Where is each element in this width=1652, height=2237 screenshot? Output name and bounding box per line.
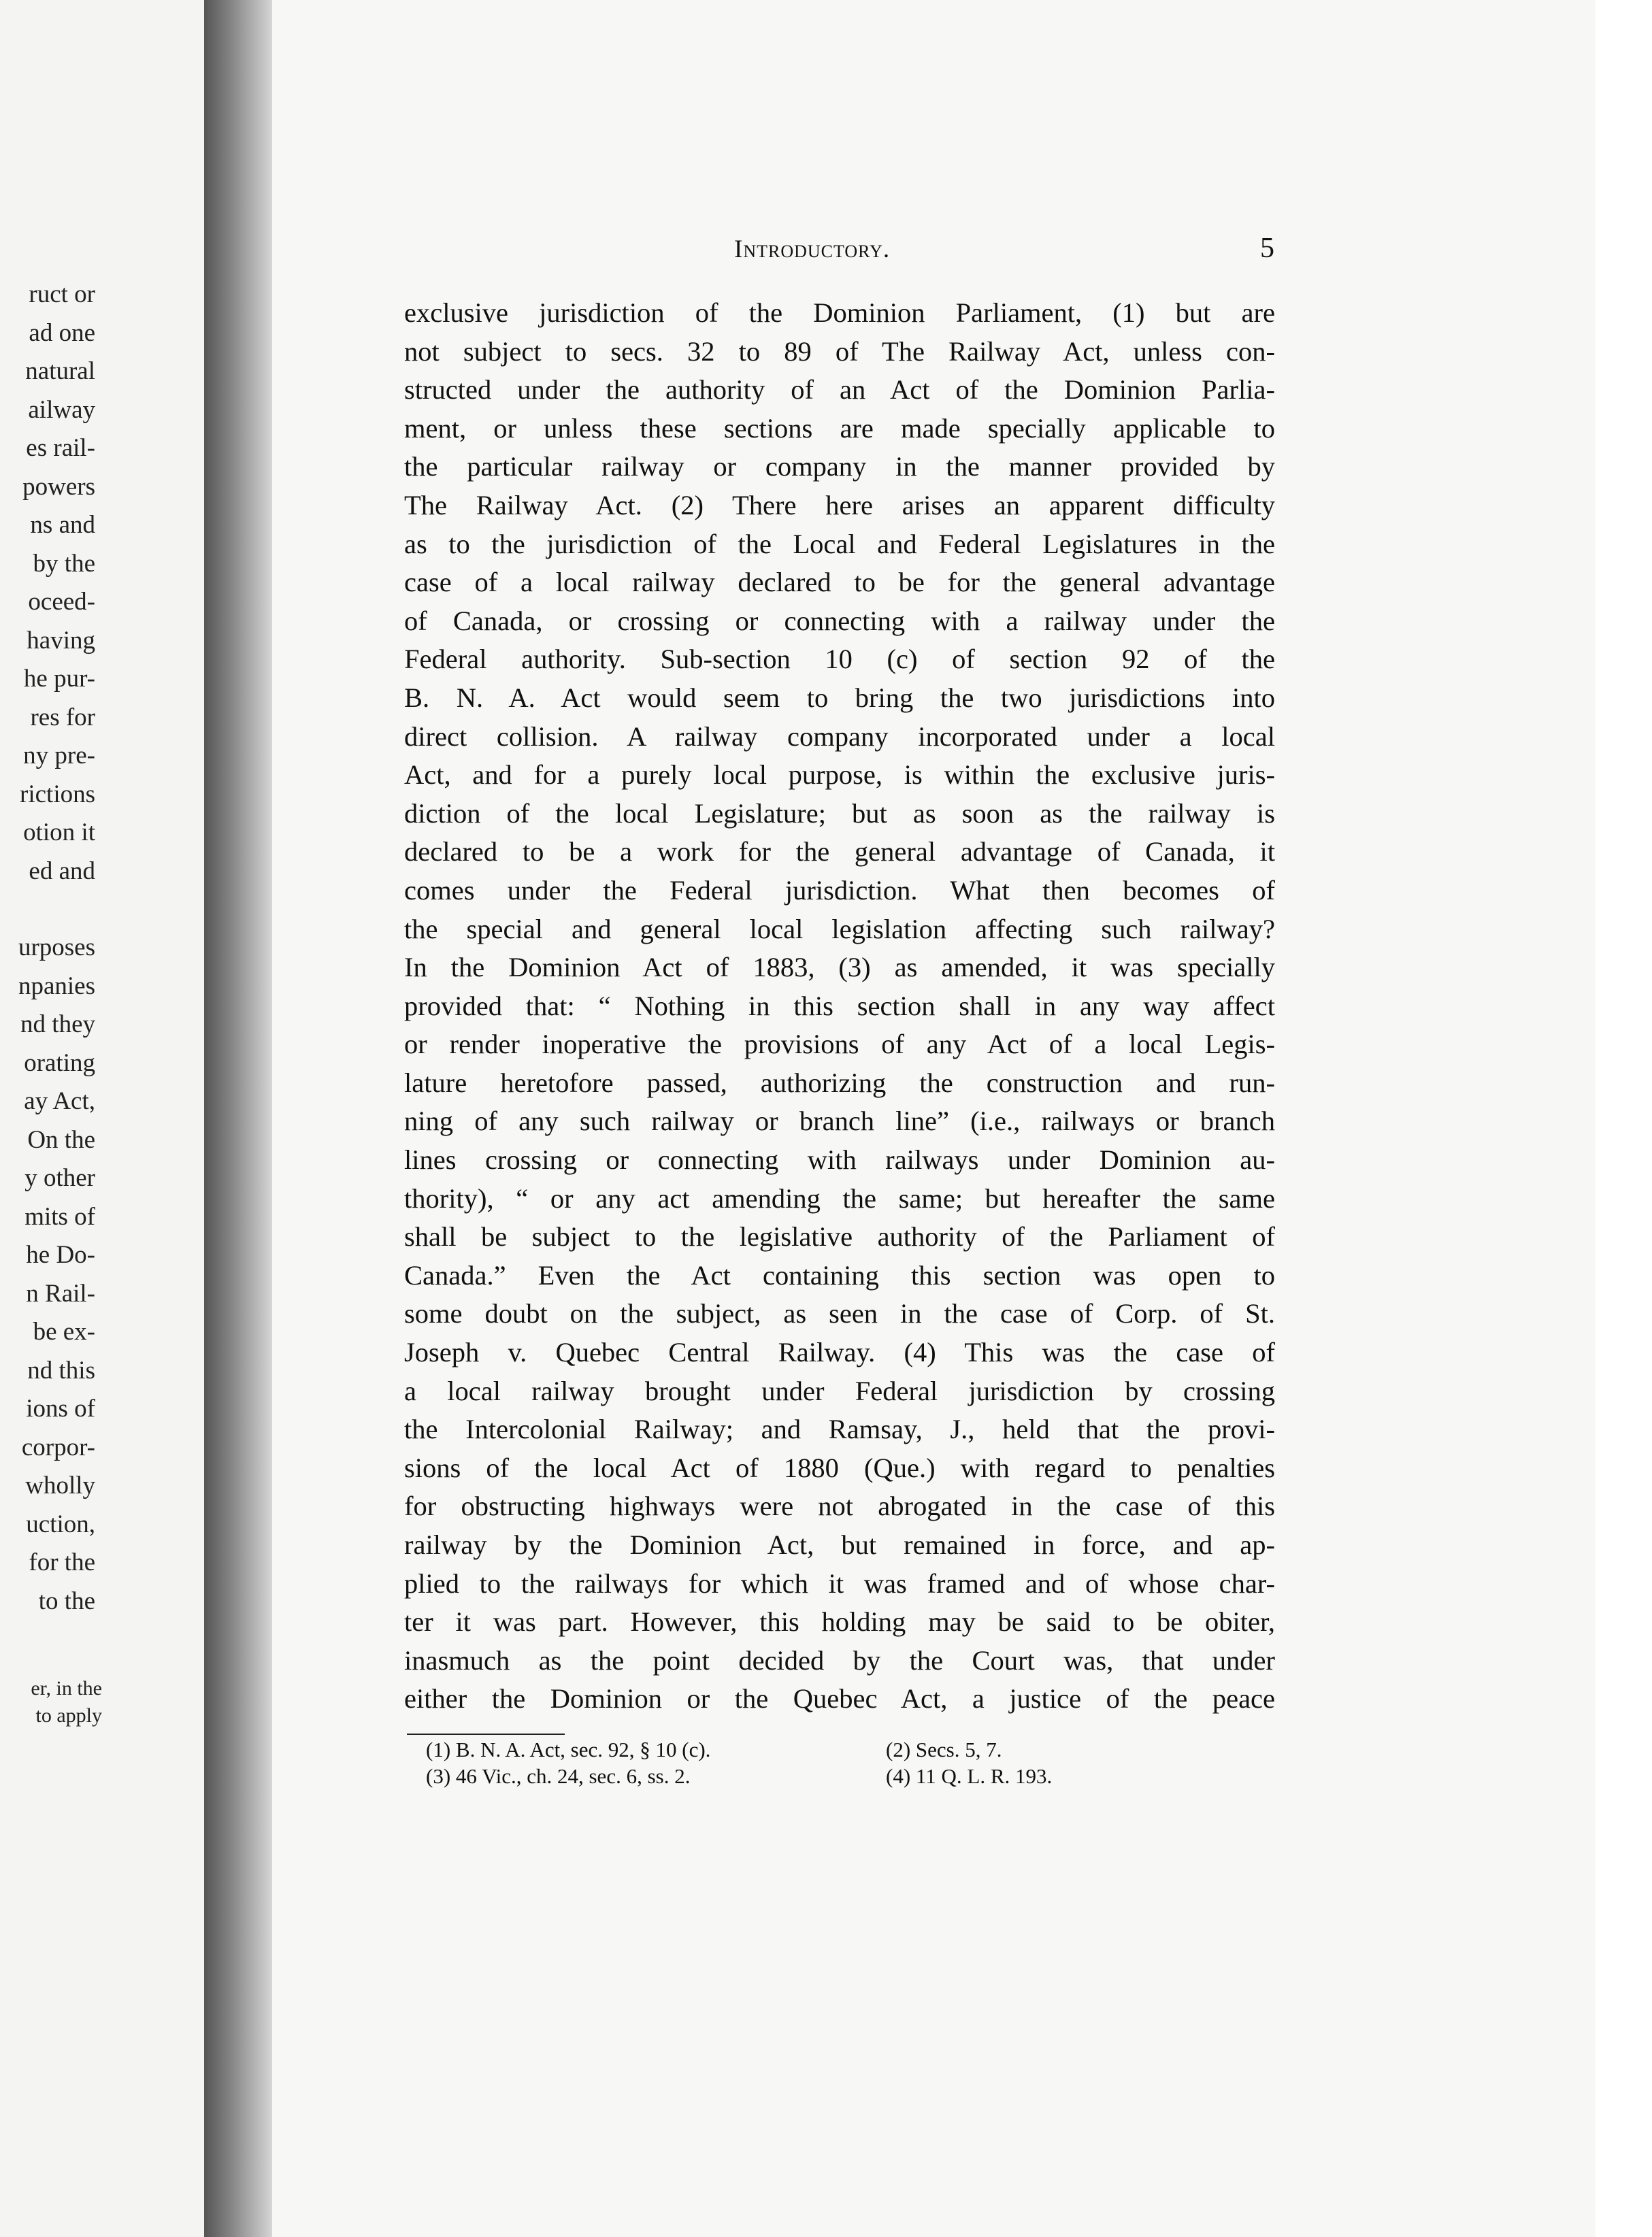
body-line: the Intercolonial Railway; and Ramsay, J., held that the provi-: [404, 1414, 1275, 1445]
body-line: comes under the Federal jurisdiction. What then becomes of: [404, 874, 1275, 906]
previous-page-line: for the: [29, 1548, 95, 1576]
previous-page-line: ruct or: [29, 280, 95, 308]
previous-page-line: On the: [27, 1125, 95, 1154]
body-line: the special and general local legislation affecting such railway?: [404, 913, 1275, 944]
previous-page-footnote-line: to apply: [35, 1704, 102, 1727]
footnote-3: (3) 46 Vic., ch. 24, sec. 6, ss. 2.: [426, 1764, 691, 1788]
body-line: lines crossing or connecting with railways under Dominion au-: [404, 1144, 1275, 1176]
previous-page-line: es rail-: [26, 434, 95, 462]
body-line: Joseph v. Quebec Central Railway. (4) This was the case of: [404, 1337, 1275, 1368]
previous-page-line: having: [27, 626, 95, 654]
body-line: ment, or unless these sections are made specially applicable to: [404, 412, 1275, 444]
body-line: B. N. A. Act would seem to bring the two jurisdictions into: [404, 682, 1275, 713]
body-line: ter it was part. However, this holding may be said to be obiter,: [404, 1606, 1275, 1638]
previous-page-line: y other: [24, 1164, 95, 1192]
page-edge: [1596, 0, 1652, 2237]
body-line: the particular railway or company in the manner provided by: [404, 451, 1275, 482]
body-line: some doubt on the subject, as seen in the case of Corp. of St.: [404, 1298, 1275, 1329]
previous-page-line: otion it: [23, 818, 95, 846]
previous-page-line: res for: [30, 703, 95, 731]
previous-page-line: orating: [24, 1048, 95, 1077]
body-line: direct collision. A railway company incorporated under a local: [404, 720, 1275, 752]
body-line: ning of any such railway or branch line” (i.e., railways or branch: [404, 1106, 1275, 1137]
previous-page-line: ad one: [29, 318, 95, 347]
previous-page: [0, 0, 212, 2237]
body-line: inasmuch as the point decided by the Court was, that under: [404, 1644, 1275, 1676]
previous-page-line: n Rail-: [26, 1279, 95, 1308]
previous-page-line: rictions: [20, 780, 95, 808]
body-line: either the Dominion or the Quebec Act, a justice of the peace: [404, 1683, 1275, 1714]
footnote-rule: [407, 1734, 565, 1735]
footnote-1: (1) B. N. A. Act, sec. 92, § 10 (c).: [426, 1738, 711, 1761]
body-line: as to the jurisdiction of the Local and Federal Legislatures in the: [404, 528, 1275, 559]
previous-page-line: urposes: [18, 933, 95, 961]
body-line: lature heretofore passed, authorizing the construction and run-: [404, 1067, 1275, 1098]
body-line: not subject to secs. 32 to 89 of The Railway Act, unless con-: [404, 335, 1275, 367]
previous-page-line: corpor-: [21, 1433, 95, 1461]
body-line: Act, and for a purely local purpose, is within the exclusive juris-: [404, 759, 1275, 791]
previous-page-line: ailway: [28, 395, 95, 424]
body-line: or render inoperative the provisions of any Act of a local Legis-: [404, 1029, 1275, 1060]
previous-page-line: be ex-: [33, 1318, 95, 1346]
body-text: [404, 294, 1275, 1719]
body-line: exclusive jurisdiction of the Dominion Parliament, (1) but are: [404, 297, 1275, 328]
body-line: The Railway Act. (2) There here arises an apparent difficulty: [404, 489, 1275, 520]
page-header: [734, 235, 1312, 272]
previous-page-line: [0, 891, 95, 929]
body-line: provided that: “ Nothing in this section shall in any way affect: [404, 990, 1275, 1021]
previous-page-line: ns and: [30, 511, 95, 539]
body-line: shall be subject to the legislative authority of the Parliament of: [404, 1221, 1275, 1253]
body-line: case of a local railway declared to be for the general advantage: [404, 567, 1275, 598]
previous-page-text: [0, 276, 95, 1621]
page-number: 5: [1260, 233, 1274, 264]
body-line: declared to be a work for the general advantage of Canada, it: [404, 836, 1275, 867]
previous-page-line: he pur-: [23, 665, 95, 693]
previous-page-line: nd this: [27, 1356, 95, 1385]
previous-page-footnote-line: er, in the: [31, 1677, 102, 1700]
body-line: sions of the local Act of 1880 (Que.) with regard to penalties: [404, 1452, 1275, 1483]
body-line: railway by the Dominion Act, but remained in force, and ap-: [404, 1529, 1275, 1560]
previous-page-line: ay Act,: [24, 1087, 95, 1115]
footnote-2: (2) Secs. 5, 7.: [886, 1738, 1002, 1761]
previous-page-line: by the: [33, 549, 95, 578]
body-line: diction of the local Legislature; but as soon as the railway is: [404, 797, 1275, 829]
body-line: Federal authority. Sub-section 10 (c) of section 92 of the: [404, 644, 1275, 675]
previous-page-line: nd they: [20, 1010, 95, 1038]
body-line: for obstructing highways were not abrogated in the case of this: [404, 1491, 1275, 1522]
previous-page-footnote: [0, 1675, 102, 1729]
body-line: Canada.” Even the Act containing this section was open to: [404, 1259, 1275, 1291]
body-line: plied to the railways for which it was framed and of whose char-: [404, 1568, 1275, 1599]
previous-page-line: uction,: [26, 1510, 95, 1538]
body-line: a local railway brought under Federal jurisdiction by crossing: [404, 1375, 1275, 1406]
previous-page-line: npanies: [18, 972, 95, 1000]
body-line: structed under the authority of an Act of the Dominion Parlia-: [404, 374, 1275, 405]
previous-page-line: he Do-: [26, 1241, 95, 1269]
body-line: thority), “ or any act amending the same; but hereafter the same: [404, 1182, 1275, 1214]
previous-page-line: oceed-: [28, 588, 95, 616]
running-head: Introductory.: [734, 235, 891, 263]
previous-page-line: wholly: [25, 1472, 95, 1499]
previous-page-line: natural: [25, 357, 95, 385]
previous-page-line: ny pre-: [23, 742, 95, 769]
previous-page-line: powers: [22, 472, 95, 501]
previous-page-line: ed and: [29, 857, 95, 885]
previous-page-line: to the: [38, 1587, 95, 1615]
footnote-4: (4) 11 Q. L. R. 193.: [886, 1764, 1053, 1788]
previous-page-line: ions of: [26, 1395, 95, 1423]
body-line: In the Dominion Act of 1883, (3) as amended, it was specially: [404, 952, 1275, 983]
body-line: of Canada, or crossing or connecting with a railway under the: [404, 605, 1275, 636]
previous-page-line: mits of: [24, 1202, 95, 1231]
